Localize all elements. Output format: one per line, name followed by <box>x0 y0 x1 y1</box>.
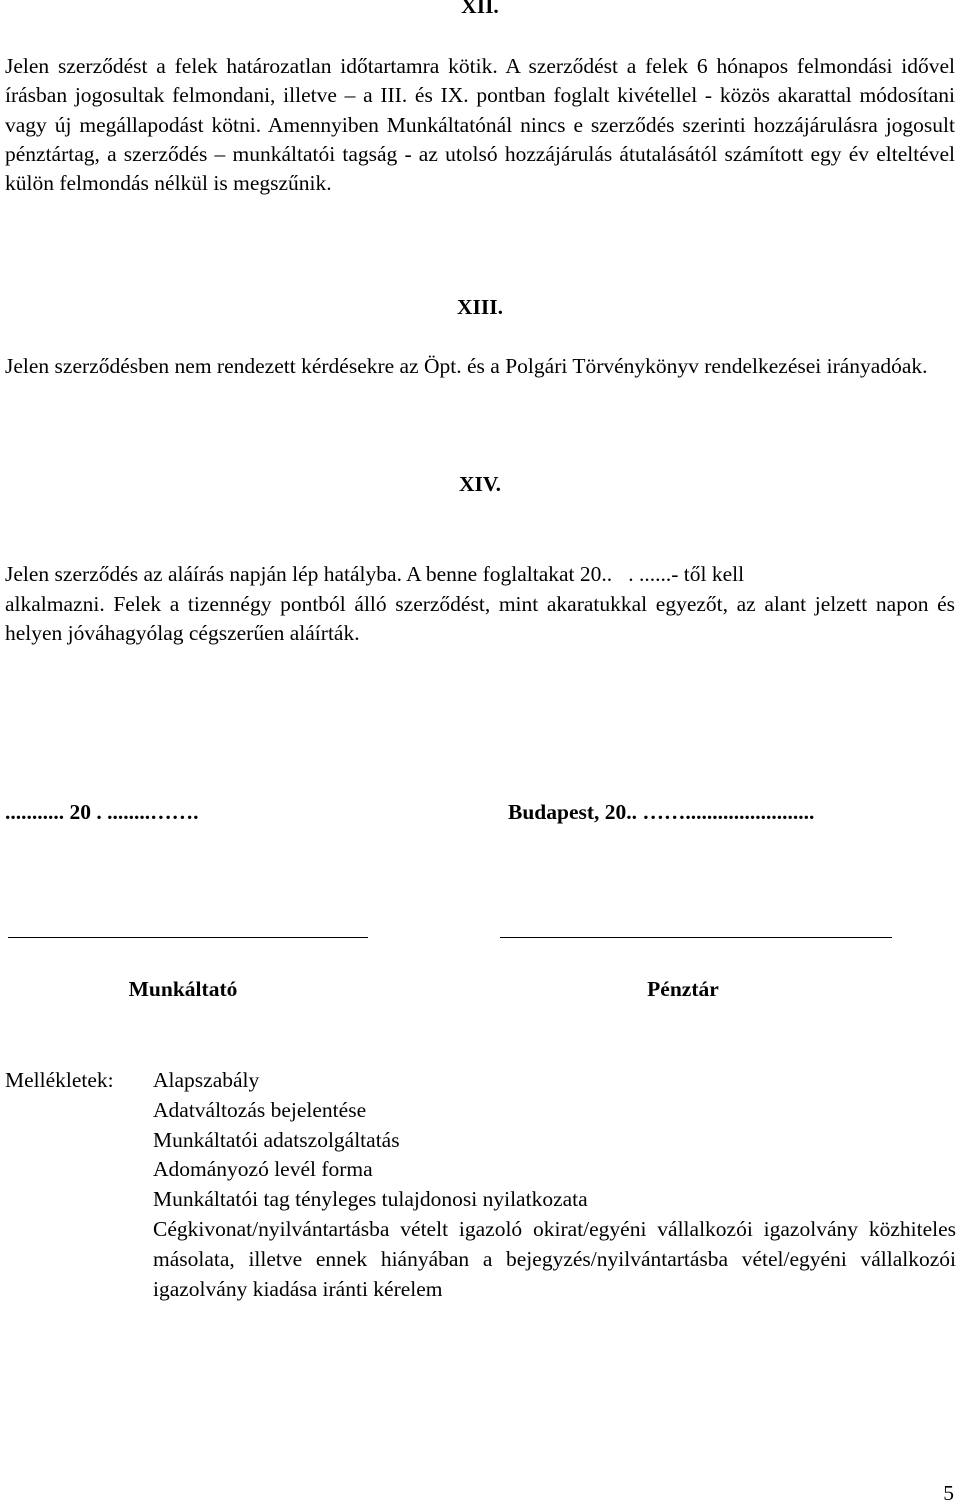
attachment-item: Adatváltozás bejelentése <box>153 1097 367 1122</box>
attachment-item: Adományozó levél forma <box>153 1157 373 1182</box>
section-xiv-first-line: Jelen szerződés az aláírás napján lép hatályba. A benne foglaltakat 20.. . ......- től kell <box>5 562 745 586</box>
attachments-label: Mellékletek: <box>5 1068 114 1092</box>
signature-line-left <box>8 937 368 938</box>
signature-label-fund: Pénztár <box>647 977 719 1001</box>
section-xiv-text: alkalmazni. Felek a tizennégy pontból álló szerződést, mint akaratukkal egyezőt, az alant jelzett napon és helyen jóváhagyólag cégszerűen aláírták. <box>5 592 955 646</box>
section-xiii-heading: XIII. <box>456 295 503 319</box>
attachments-list <box>153 1066 956 1304</box>
signature-line-right <box>500 937 892 938</box>
attachment-item: Munkáltatói adatszolgáltatás <box>153 1127 400 1152</box>
attachment-item: Alapszabály <box>153 1068 260 1092</box>
section-xii-heading: XII. <box>461 0 499 18</box>
signature-date-right: Budapest, 20.. ……........................ <box>508 800 815 824</box>
attachment-item: Munkáltatói tag tényleges tulajdonosi nyilatkozata <box>153 1187 588 1212</box>
section-xiii-text: Jelen szerződésben nem rendezett kérdésekre az Öpt. és a Polgári Törvénykönyv rendelkezései irányadóak. <box>5 354 928 378</box>
signature-label-employer: Munkáltató <box>128 977 238 1001</box>
section-xiv-heading: XIV. <box>458 472 502 496</box>
page-number: 5 <box>943 1481 954 1505</box>
attachment-item: Cégkivonat/nyilvántartásba vételt igazoló okirat/egyéni vállalkozói igazolvány közhiteles másolata, illetve ennek hiányában a bejegyzés/nyilvántartásba vétel/egyéni vállalkozói igazolvány kiadása iránti kérelem <box>153 1216 956 1301</box>
section-xii-text: Jelen szerződést a felek határozatlan időtartamra kötik. A szerződést a felek 6 hónapos felmondási idővel írásban jogosultak felmondani, illetve – a III. és IX. pontban foglalt kivétellel - közös akarattal módosítani vagy új megállapodást kötni. Amennyiben Munkáltatónál nincs e szerződés szerinti hozzájárulásra jogosult pénztártag, a szerződés – munkáltatói tagság - az utolsó hozzájárulás átutalásától számított egy év elteltével külön felmondás nélkül is megszűnik. <box>5 54 955 196</box>
signature-date-left: ........... 20 . ........……. <box>5 800 199 824</box>
